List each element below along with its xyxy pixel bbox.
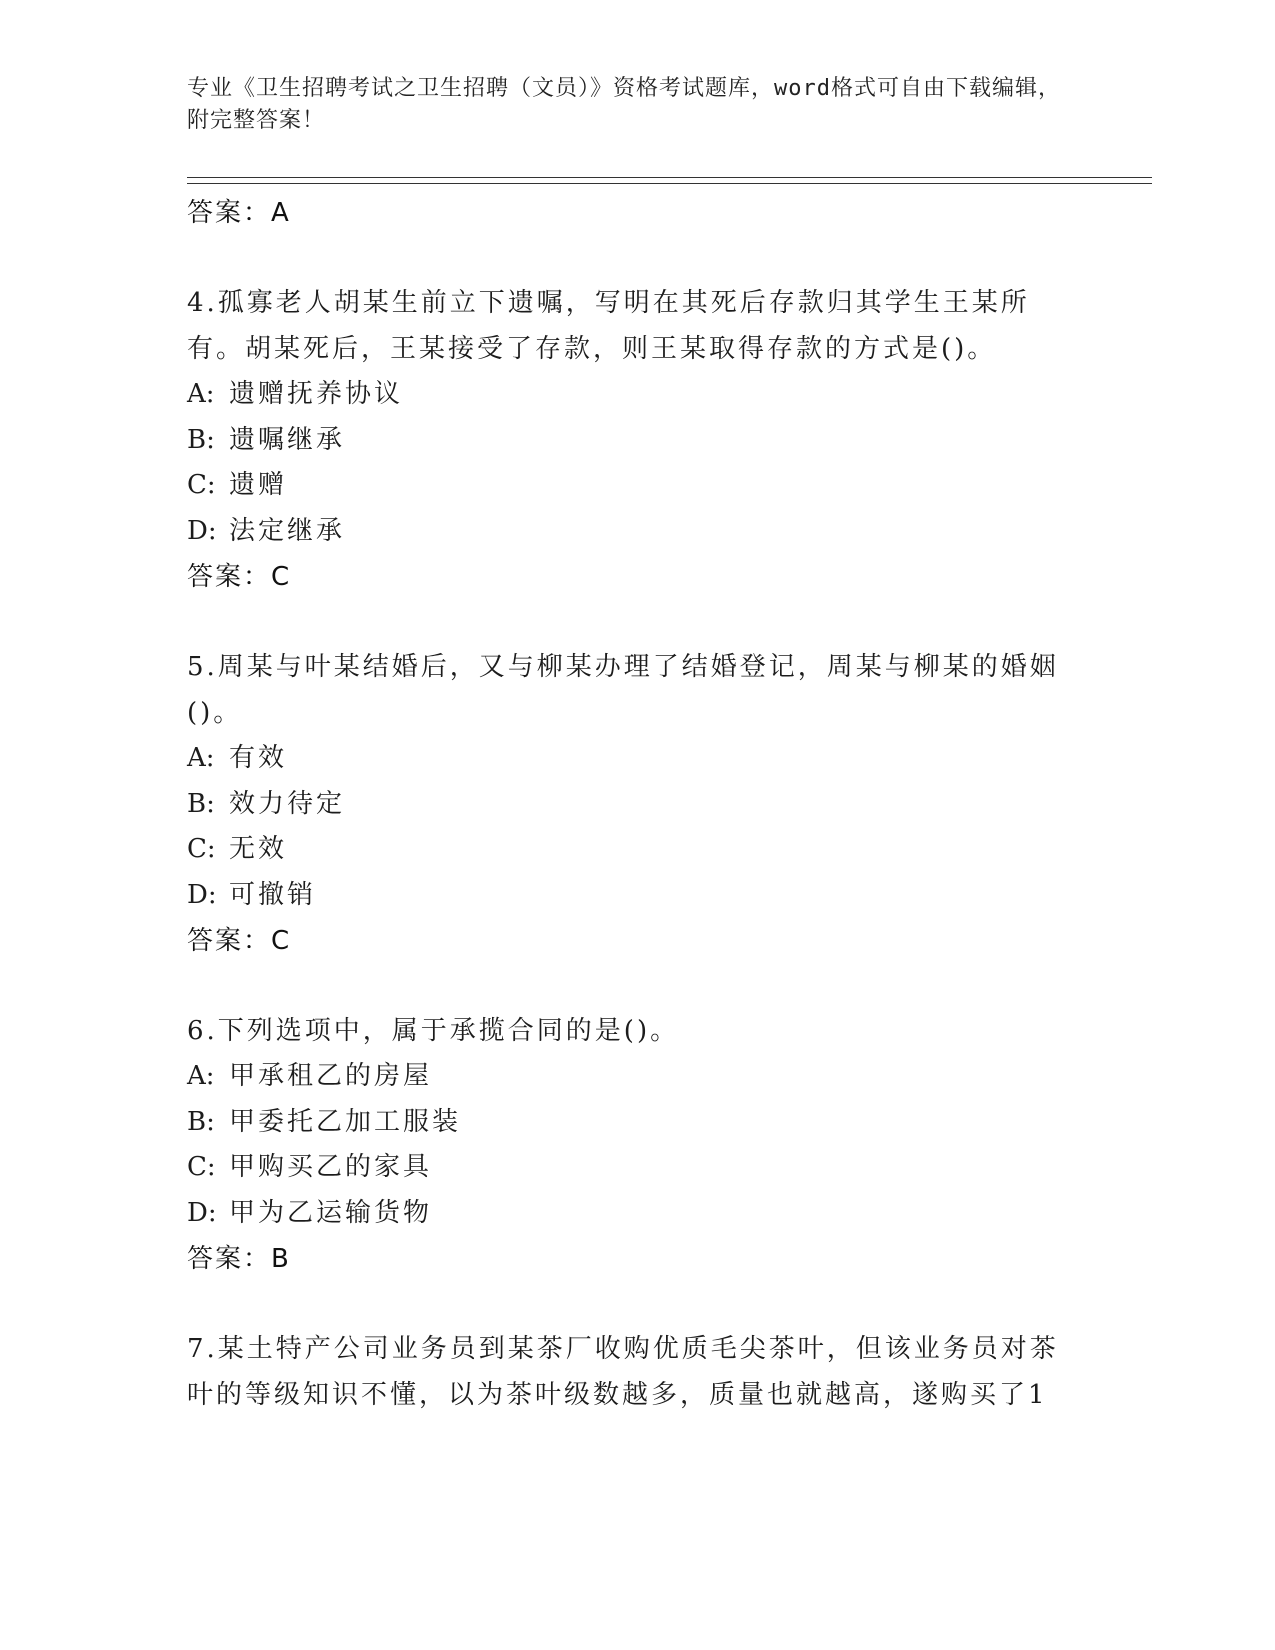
option-key: C:	[187, 834, 216, 864]
option-key: D:	[187, 879, 217, 910]
option-key: B:	[187, 424, 215, 455]
option-key: B:	[187, 788, 215, 819]
option-text: 遗赠	[229, 470, 288, 500]
answer-line: 答案：B	[187, 1244, 291, 1274]
option-text: 甲委托乙加工服装	[229, 1106, 462, 1137]
option-c	[187, 827, 1087, 873]
question-stem: 6.下列选项中，属于承揽合同的是()。	[187, 1016, 680, 1046]
option-key: A:	[187, 379, 215, 409]
option-d	[187, 873, 1087, 919]
option-text: 甲购买乙的家具	[229, 1152, 433, 1182]
answer-line: 答案：C	[187, 562, 292, 592]
option-d	[187, 1191, 1087, 1237]
option-text: 法定继承	[229, 515, 346, 546]
option-key: C:	[187, 1152, 216, 1182]
option-c	[187, 463, 1087, 509]
option-text: 遗嘱继承	[229, 424, 346, 455]
question-stem: 4.孤寡老人胡某生前立下遗嘱，写明在其死后存款归其学生王某所有。胡某死后，王某接受了存款，则王某取得存款的方式是()。	[187, 288, 1030, 364]
option-text: 无效	[229, 834, 288, 864]
document-header: 专业《卫生招聘考试之卫生招聘（文员）》资格考试题库，word格式可自由下载编辑，附完整答案！	[187, 76, 1061, 133]
header-divider-top	[187, 177, 1152, 178]
option-key: D:	[187, 1197, 217, 1228]
option-a	[187, 736, 1087, 782]
option-b	[187, 1100, 1087, 1146]
question-stem: 5.周某与叶某结婚后，又与柳某办理了结婚登记，周某与柳某的婚姻()。	[187, 652, 1059, 728]
option-text: 效力待定	[229, 788, 346, 819]
option-text: 有效	[229, 743, 288, 773]
option-b	[187, 782, 1087, 828]
header-divider-bottom	[187, 183, 1152, 184]
answer-line: 答案：C	[187, 926, 292, 956]
option-text: 甲为乙运输货物	[229, 1197, 433, 1228]
option-key: A:	[187, 1061, 215, 1091]
option-a	[187, 1054, 1087, 1100]
option-text: 可撤销	[229, 879, 317, 910]
option-key: B:	[187, 1106, 215, 1137]
option-key: D:	[187, 515, 217, 546]
option-a	[187, 372, 1087, 418]
answer-line: 答案：A	[187, 198, 291, 228]
option-b	[187, 418, 1087, 464]
option-d	[187, 509, 1087, 555]
option-text: 遗赠抚养协议	[229, 379, 404, 409]
question-stem: 7.某土特产公司业务员到某茶厂收购优质毛尖茶叶，但该业务员对茶叶的等级知识不懂，以为茶叶级数越多，质量也就越高，遂购买了1	[187, 1334, 1059, 1410]
option-text: 甲承租乙的房屋	[229, 1061, 433, 1091]
option-c	[187, 1145, 1087, 1191]
option-key: C:	[187, 470, 216, 500]
question-list	[187, 190, 1087, 1418]
option-key: A:	[187, 743, 215, 773]
